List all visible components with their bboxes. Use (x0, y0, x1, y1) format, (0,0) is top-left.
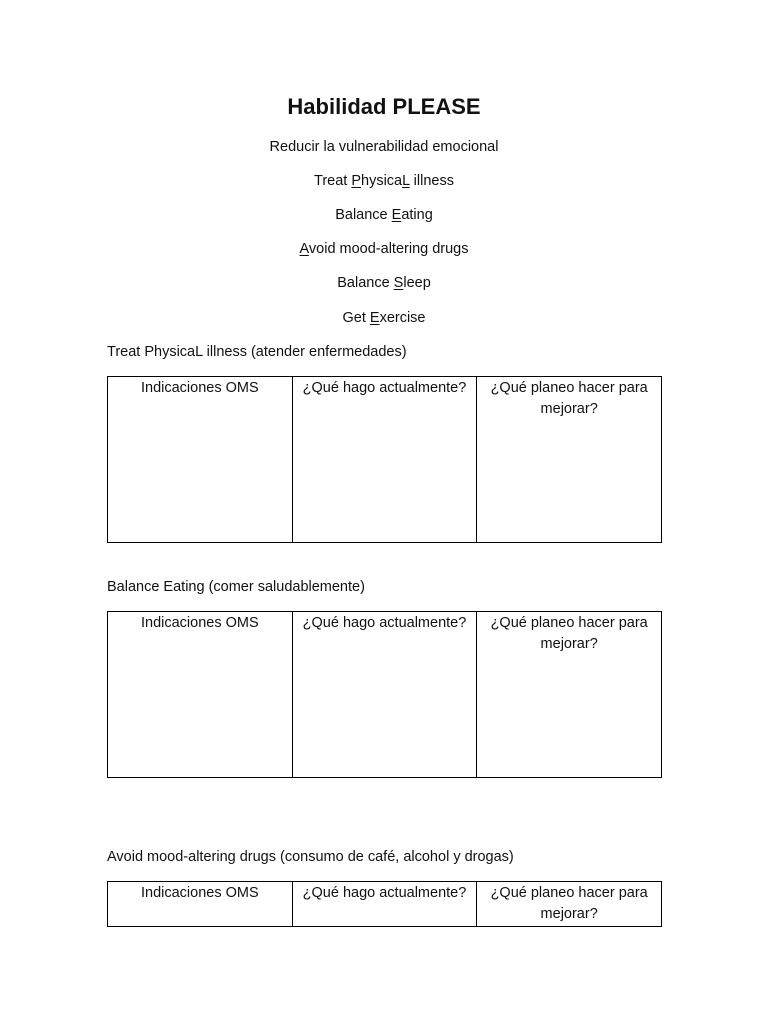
acronym-line-physical: Treat PhysicaL illness (314, 173, 454, 189)
cell-que-hago[interactable]: ¿Qué hago actualmente? (292, 612, 477, 778)
cell-que-planeo[interactable]: ¿Qué planeo hacer para mejorar? (477, 377, 662, 543)
section-heading-eating: Balance Eating (comer saludablemente) (107, 579, 365, 595)
table-eating (107, 611, 662, 778)
cell-indicaciones[interactable]: Indicaciones OMS (108, 882, 293, 927)
acronym-line-exercise: Get Exercise (342, 310, 426, 326)
acronym-line-drugs: Avoid mood-altering drugs (299, 241, 469, 257)
table-row (108, 612, 662, 778)
acronym-line-sleep: Balance Sleep (337, 275, 431, 291)
table-row (108, 377, 662, 543)
cell-indicaciones[interactable]: Indicaciones OMS (108, 377, 293, 543)
section-heading-drugs: Avoid mood-altering drugs (consumo de café, alcohol y drogas) (107, 849, 514, 865)
table-drugs (107, 881, 662, 927)
cell-que-planeo[interactable]: ¿Qué planeo hacer para mejorar? (477, 882, 662, 927)
table-row (108, 882, 662, 927)
page-title: Habilidad PLEASE (287, 94, 481, 119)
cell-que-hago[interactable]: ¿Qué hago actualmente? (292, 882, 477, 927)
subtitle: Reducir la vulnerabilidad emocional (269, 139, 499, 155)
table-physical (107, 376, 662, 543)
section-heading-physical: Treat PhysicaL illness (atender enfermedades) (107, 344, 407, 360)
cell-indicaciones[interactable]: Indicaciones OMS (108, 612, 293, 778)
cell-que-hago[interactable]: ¿Qué hago actualmente? (292, 377, 477, 543)
cell-que-planeo[interactable]: ¿Qué planeo hacer para mejorar? (477, 612, 662, 778)
acronym-line-eating: Balance Eating (335, 207, 433, 223)
